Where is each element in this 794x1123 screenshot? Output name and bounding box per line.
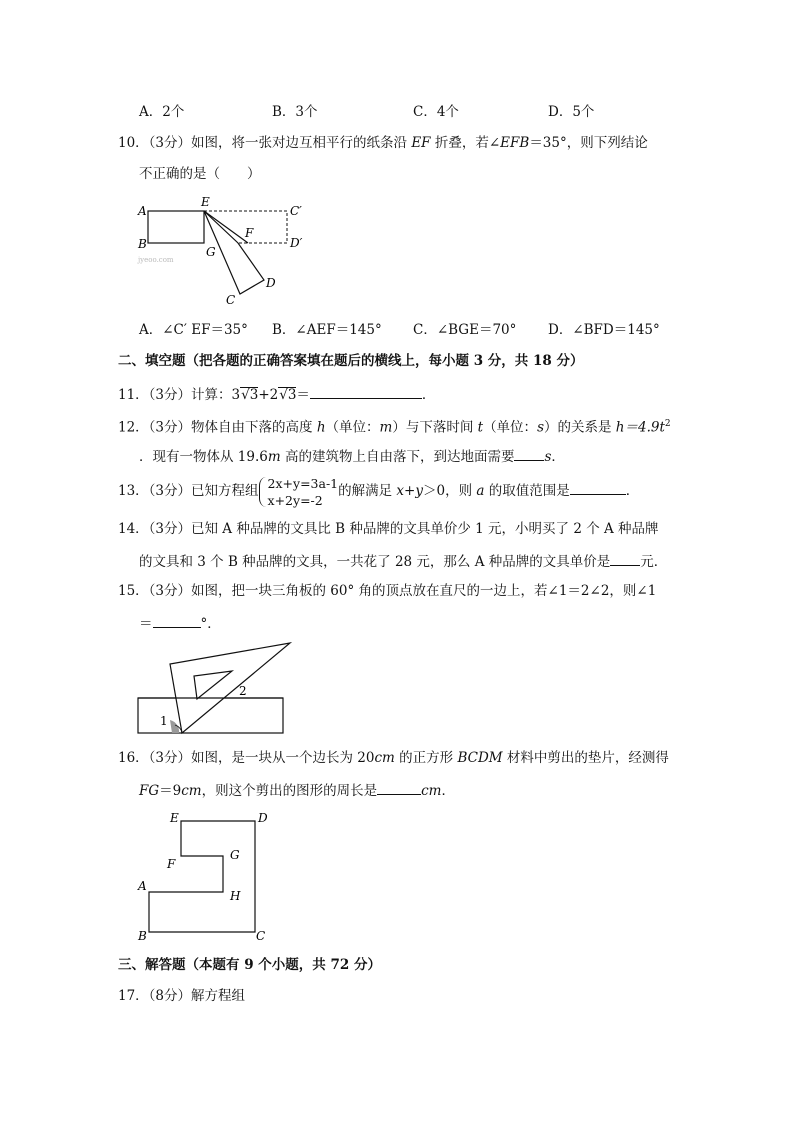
q10-line2: 不正确的是（ ） — [139, 166, 261, 182]
q10-folded-strip-figure — [130, 195, 320, 310]
q12-formula: h＝4.9t — [615, 419, 665, 436]
q10-option-a: A．∠C′ EF＝35° — [139, 322, 248, 338]
q13-answer-blank[interactable] — [570, 480, 626, 495]
q14-answer-blank[interactable] — [610, 551, 640, 566]
q16-line2: FG＝9cm，则这个剪出的图形的周长是 cm． — [139, 780, 455, 800]
q10-option-c: C．∠BGE＝70° — [413, 322, 517, 338]
label-C: C — [226, 293, 236, 307]
q11: 11．（3分）计算：3√3+2√3＝ ． — [118, 384, 435, 404]
watermark: jyeoo.com — [138, 256, 174, 264]
label-H: H — [230, 889, 241, 903]
label-B: B — [138, 237, 147, 251]
label-C: C — [256, 929, 266, 942]
label-B: B — [138, 929, 147, 942]
q9-option-b: B．3个 — [272, 104, 318, 120]
q12-answer-blank[interactable] — [514, 446, 544, 461]
label-A: A — [138, 879, 147, 893]
q9-option-d: D．5个 — [548, 104, 595, 120]
label-C-prime: C′ — [290, 204, 302, 218]
gasket-outline — [149, 821, 255, 932]
label-D-prime: D′ — [290, 236, 303, 250]
strip-rect — [148, 211, 204, 243]
q9-option-a: A．2个 — [139, 104, 185, 120]
label-angle-1: 1 — [160, 714, 168, 728]
label-G: G — [206, 245, 216, 259]
q14-line1: 14．（3分）已知 A 种品牌的文具比 B 种品牌的文具单价少 1 元，小明买了 2 个 A 种品牌 — [118, 521, 659, 537]
q16-gasket-figure — [133, 806, 273, 942]
section-3-title: 三、解答题（本题有 9 个小题，共 72 分） — [118, 957, 381, 973]
q12-line1: 12．（3分）物体自由下落的高度 h（单位：m）与下落时间 t（单位：s）的关系是 $h=4.9t^2$ — [118, 419, 671, 436]
q10-option-d: D．∠BFD＝145° — [548, 322, 660, 338]
label-A: A — [138, 204, 147, 218]
q15-triangle-ruler-figure — [135, 638, 297, 738]
q13: 13．（3分）已知方程组 2x+y=3a-1 x+2y=-2 的解满足 x+y＞0，则 a 的取值范围是 ． — [118, 475, 640, 508]
label-F: F — [245, 226, 254, 240]
label-E: E — [201, 195, 210, 209]
q16-answer-blank[interactable] — [377, 780, 421, 795]
q16-line1: 16．（3分）如图，是一块从一个边长为 20cm 的正方形 BCDM 材料中剪出的垫片，经测得 — [118, 750, 669, 766]
q9-option-c: C．4个 — [413, 104, 459, 120]
q15-answer-blank[interactable] — [153, 613, 201, 628]
sqrt-3-b: √3 — [279, 387, 297, 403]
q17: 17．（8分）解方程组 — [118, 988, 246, 1004]
q15-line2: ＝ °． — [139, 613, 221, 633]
label-D: D — [258, 811, 268, 825]
q12-line2: ．现有一物体从 19.6m 高的建筑物上自由落下，到达地面需要 s． — [139, 446, 565, 466]
label-angle-2: 2 — [239, 684, 247, 698]
q11-answer-blank[interactable] — [310, 384, 422, 399]
equation-system: 2x+y=3a-1 x+2y=-2 — [259, 475, 339, 509]
label-E: E — [170, 811, 179, 825]
q10-option-b: B．∠AEF＝145° — [272, 322, 382, 338]
section-2-title: 二、填空题（把各题的正确答案填在题后的横线上，每小题 3 分，共 18 分） — [118, 353, 584, 369]
q10-line1: 10．（3分）如图，将一张对边互相平行的纸条沿 EF 折叠，若∠EFB＝35°，则下列结论 — [118, 135, 648, 151]
sqrt-3-a: √3 — [241, 387, 259, 403]
q14-line2: 的文具和 3 个 B 种品牌的文具，一共花了 28 元，那么 A 种品牌的文具单价是 元． — [139, 551, 667, 571]
q15-line1: 15．（3分）如图，把一块三角板的 60° 角的顶点放在直尺的一边上，若∠1＝2∠2，则∠1 — [118, 583, 657, 599]
label-D: D — [266, 276, 276, 290]
label-G: G — [230, 848, 240, 862]
label-F: F — [167, 857, 176, 871]
